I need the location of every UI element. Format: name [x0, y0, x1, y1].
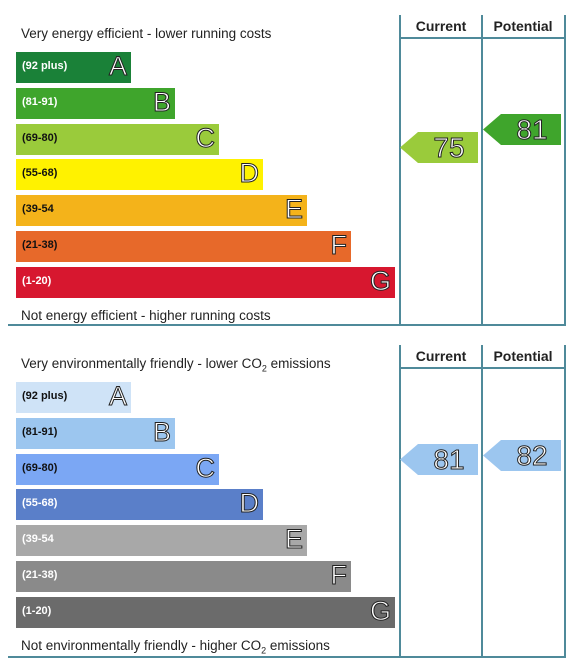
energy-band-g — [16, 267, 395, 298]
divider — [564, 15, 566, 326]
energy-band-range: (1-20) — [22, 274, 52, 287]
env-band-range: (92 plus) — [22, 390, 68, 402]
energy-band-range: (69-80) — [22, 131, 58, 144]
env-band-range: (55-68) — [22, 497, 58, 510]
energy-efficiency-chart — [0, 0, 585, 330]
energy-band-letter: G — [369, 265, 391, 296]
energy-band-range: (81-91) — [22, 95, 58, 108]
divider — [481, 345, 483, 658]
env-current-header: Current — [415, 348, 467, 364]
energy-potential-value: 81 — [516, 113, 548, 145]
energy-band-range: (55-68) — [22, 167, 58, 180]
env-band-letter: F — [330, 560, 347, 590]
env-band-c — [16, 454, 219, 485]
energy-potential-header: Potential — [493, 18, 553, 34]
divider — [481, 15, 483, 326]
env-current-rating-arrow — [400, 444, 478, 475]
env-band-letter: E — [284, 524, 303, 555]
energy-band-c — [16, 124, 219, 155]
energy-top-label: Very energy efficient - lower running costs — [21, 26, 272, 41]
energy-band-a — [16, 52, 131, 83]
energy-bottom-label: Not energy efficient - higher running costs — [21, 308, 271, 323]
env-band-d — [16, 489, 263, 520]
env-current-value: 81 — [433, 443, 465, 475]
energy-band-d — [16, 159, 263, 190]
energy-band-b — [16, 88, 175, 119]
env-band-g — [16, 597, 395, 628]
env-band-letter: A — [108, 381, 127, 411]
env-band-range: (69-80) — [22, 461, 58, 474]
energy-band-range: (92 plus) — [22, 60, 68, 72]
energy-current-value: 75 — [433, 132, 465, 164]
divider — [399, 15, 401, 326]
energy-band-e — [16, 195, 307, 226]
env-band-letter: C — [195, 452, 215, 483]
energy-band-letter: E — [284, 194, 303, 225]
env-band-letter: G — [369, 595, 391, 626]
env-band-range: (39-54 — [22, 533, 54, 546]
env-band-letter: D — [239, 488, 259, 519]
energy-band-letter: B — [152, 86, 171, 117]
env-potential-header: Potential — [493, 348, 553, 364]
env-band-letter: B — [152, 416, 171, 447]
energy-band-letter: C — [195, 122, 215, 153]
divider — [8, 324, 566, 326]
env-band-a — [16, 382, 131, 413]
divider — [8, 656, 566, 658]
energy-band-letter: A — [108, 51, 127, 81]
energy-band-range: (21-38) — [22, 239, 58, 251]
env-band-range: (1-20) — [22, 604, 52, 617]
energy-band-letter: D — [239, 158, 259, 189]
divider — [564, 345, 566, 658]
energy-current-rating-arrow — [400, 132, 478, 163]
env-band-b — [16, 418, 175, 449]
energy-band-f — [16, 231, 351, 262]
divider — [399, 37, 566, 39]
environmental-impact-chart — [0, 330, 585, 664]
energy-potential-rating-arrow — [483, 114, 561, 145]
env-bottom-label: Not environmentally friendly - higher $CO_2$ emissions — [21, 638, 330, 656]
env-band-range: (21-38) — [22, 569, 58, 581]
env-top-label: Very environmentally friendly - lower $CO_2$ emissions — [21, 356, 331, 374]
divider — [399, 345, 401, 658]
env-band-f — [16, 561, 351, 592]
env-potential-rating-arrow — [483, 440, 561, 471]
divider — [399, 367, 566, 369]
env-potential-value: 82 — [516, 440, 548, 472]
energy-current-header: Current — [415, 18, 467, 34]
energy-band-range: (39-54 — [22, 203, 54, 216]
env-band-e — [16, 525, 307, 556]
energy-band-letter: F — [330, 230, 347, 260]
env-band-range: (81-91) — [22, 425, 58, 438]
